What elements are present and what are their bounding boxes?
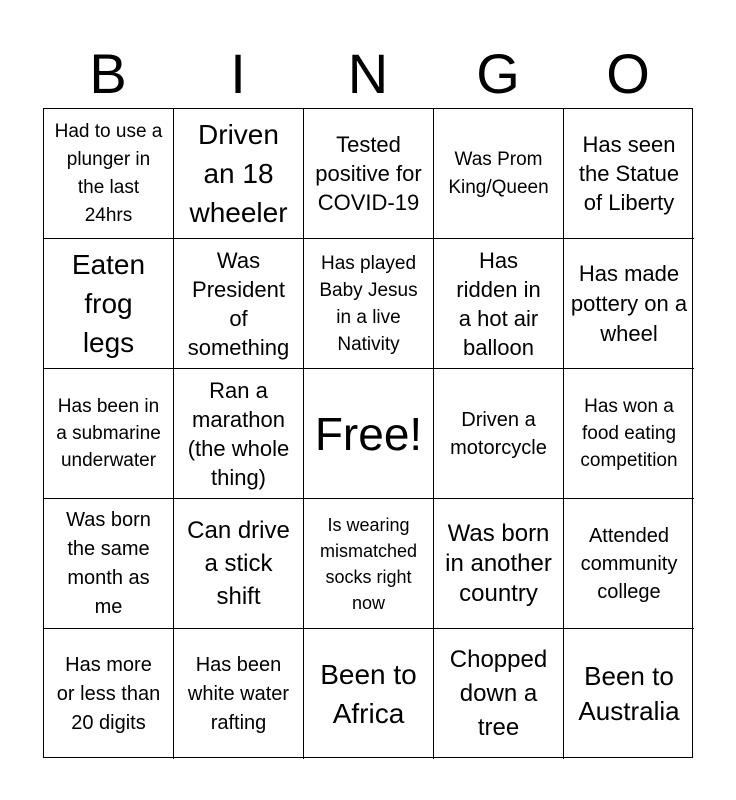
bingo-cell[interactable] xyxy=(304,239,434,369)
cell-text: Has seen the Statue of Liberty xyxy=(578,132,680,215)
bingo-board xyxy=(43,108,693,758)
cell-text: Driven a motorcycle xyxy=(450,408,547,459)
cell-text: Is wearing mismatched socks right now xyxy=(319,514,418,613)
title-letter-i: I xyxy=(230,42,246,105)
cell-text: Driven an 18 wheeler xyxy=(189,119,288,228)
cell-text: Can drive a stick shift xyxy=(187,517,290,610)
bingo-cell[interactable] xyxy=(44,239,174,369)
bingo-cell[interactable] xyxy=(44,109,174,239)
bingo-cell[interactable] xyxy=(434,629,564,759)
cell-text: Has played Baby Jesus in a live Nativity xyxy=(319,252,418,355)
cell-text: Ran a marathon (the whole thing) xyxy=(187,377,290,490)
bingo-cell[interactable] xyxy=(564,239,694,369)
bingo-title xyxy=(43,40,693,108)
cell-text: Chopped down a tree xyxy=(449,646,548,741)
cell-text: Been to Africa xyxy=(320,659,417,729)
bingo-cell[interactable] xyxy=(44,629,174,759)
cell-text: Was born the same month as me xyxy=(66,508,151,618)
bingo-cell[interactable] xyxy=(434,499,564,629)
bingo-cell[interactable] xyxy=(564,109,694,239)
bingo-cell[interactable] xyxy=(564,369,694,499)
bingo-cell[interactable] xyxy=(434,239,564,369)
cell-text: Had to use a plunger in the last 24hrs xyxy=(54,120,163,226)
bingo-cell[interactable] xyxy=(564,499,694,629)
bingo-cell[interactable] xyxy=(304,629,434,759)
cell-text: Was Prom King/Queen xyxy=(448,148,549,198)
cell-text: Been to Australia xyxy=(578,661,680,726)
bingo-cell[interactable] xyxy=(44,499,174,629)
bingo-cell[interactable] xyxy=(44,369,174,499)
title-letter-n: N xyxy=(347,42,389,105)
bingo-cell[interactable] xyxy=(304,109,434,239)
bingo-cell[interactable] xyxy=(434,109,564,239)
bingo-cell[interactable] xyxy=(174,499,304,629)
free-space-text: Free! xyxy=(314,407,423,460)
cell-text: Has won a food eating competition xyxy=(580,396,678,471)
free-space[interactable] xyxy=(304,369,434,499)
bingo-cell[interactable] xyxy=(174,369,304,499)
bingo-cell[interactable] xyxy=(174,109,304,239)
cell-text: Has been in a submarine underwater xyxy=(56,396,161,471)
cell-text: Has more or less than 20 digits xyxy=(56,653,161,734)
cell-text: Has been white water rafting xyxy=(187,653,290,734)
cell-text: Was born in another country xyxy=(445,519,552,607)
cell-text: Tested positive for COVID-19 xyxy=(315,132,422,215)
title-letter-g: G xyxy=(476,42,520,105)
cell-text: Has ridden in a hot air balloon xyxy=(456,247,541,360)
cell-text: Has made pottery on a wheel xyxy=(570,260,688,346)
bingo-cell[interactable] xyxy=(174,239,304,369)
cell-text: Attended community college xyxy=(580,524,678,603)
cell-text: Was President of something xyxy=(187,247,290,360)
bingo-cell[interactable] xyxy=(174,629,304,759)
bingo-cell[interactable] xyxy=(304,499,434,629)
title-letter-o: O xyxy=(606,42,650,105)
bingo-cell[interactable] xyxy=(434,369,564,499)
bingo-cell[interactable] xyxy=(564,629,694,759)
cell-text: Eaten frog legs xyxy=(71,249,146,358)
title-letter-b: B xyxy=(89,42,127,105)
